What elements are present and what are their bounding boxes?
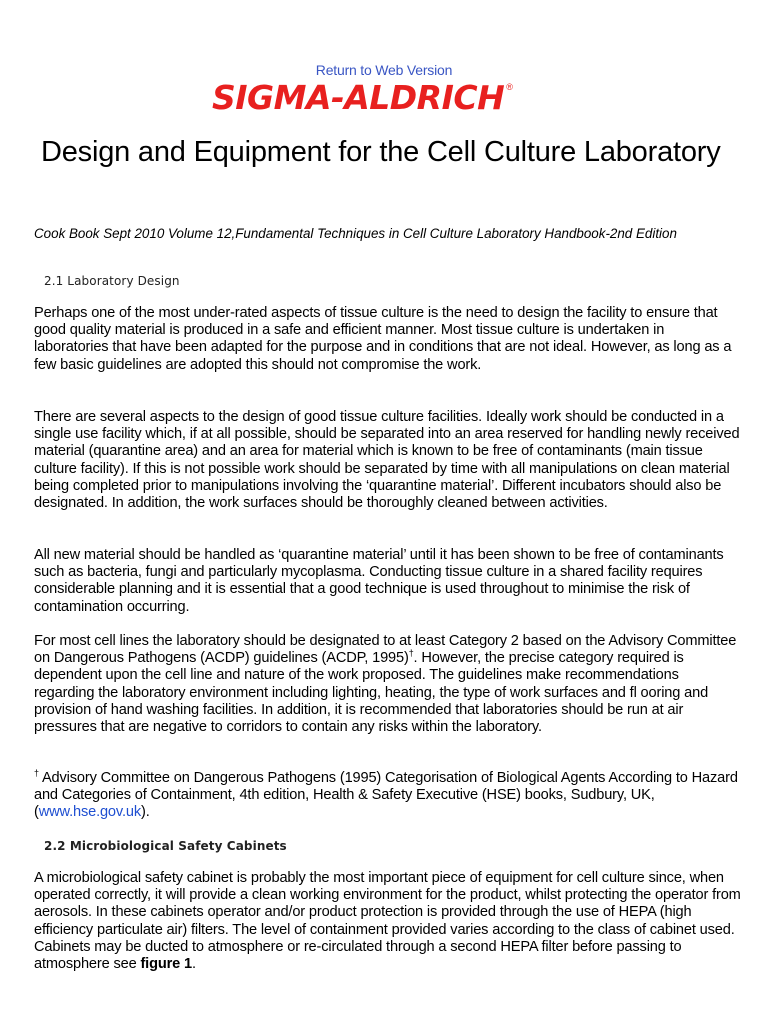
return-to-web-version-link[interactable]: Return to Web Version bbox=[315, 62, 453, 78]
footnote-text-a: Advisory Committee on Dangerous Pathogens (1995) Categorisation of Biological Agents According to Hazard and Categories of Containment, 4th edition, Health & Safety Executive (HSE) books, Sudbury, UK, ( bbox=[34, 770, 738, 821]
paragraph-5-text-b: . bbox=[191, 956, 196, 973]
registered-mark: ® bbox=[506, 82, 513, 92]
footnote-dagger: † bbox=[34, 768, 39, 778]
dagger-mark: † bbox=[408, 648, 414, 659]
paragraph-1: Perhaps one of the most under-rated aspects of tissue culture is the need to design the facility to ensure that good quality material is produced in a safe and efficient manner. Most tissue culture is undertaken in laboratories that have been adapted for the purpose and in conditions that are not ideal. However, as long as a few basic guidelines are adopted this should not compromise the work. bbox=[34, 305, 732, 373]
paragraph-4-text-a: For most cell lines the laboratory should be designated to at least Category 2 based on the Advisory Committee on Dangerous Pathogens (ACDP) guidelines (ACDP, 1995) bbox=[34, 633, 737, 667]
footnote bbox=[34, 770, 742, 822]
sigma-aldrich-logo bbox=[212, 80, 511, 116]
hse-website-link[interactable]: www.hse.gov.uk bbox=[38, 804, 141, 821]
section-heading-microbiological-safety-cabinets: 2.2 Microbiological Safety Cabinets bbox=[44, 839, 287, 853]
logo-text: SIGMA-ALDRICH bbox=[212, 78, 505, 117]
paragraph-2: There are several aspects to the design of good tissue culture facilities. Ideally work should be conducted in a single use facility which, if at all possible, should be separated into an area reserved for handling newly received material (quarantine area) and an area for material which is known to be free of contaminants (main tissue culture facility). If this is not possible work should be separated by time with all manipulations on clean material being completed prior to manipulations involving the ‘quarantine material’. Different incubators should also be designated. In addition, the work surfaces should be thoroughly cleaned between activities. bbox=[34, 409, 740, 512]
paragraph-4 bbox=[34, 633, 742, 736]
figure-1-reference: figure 1 bbox=[140, 956, 192, 973]
paragraph-5 bbox=[34, 870, 742, 973]
page-title: Design and Equipment for the Cell Culture Laboratory bbox=[41, 136, 721, 168]
paragraph-4-text-b: . However, the precise category required is dependent upon the cell line and nature of the work proposed. The guidelines make recommendations regarding the laboratory environment including lighting, heating, the type of work surfaces and fl ooring and provision of hand washing facilities. In addition, it is recommended that laboratories should be run at air pressures that are negative to corridors to contain any risks within the laboratory. bbox=[34, 650, 709, 736]
section-heading-laboratory-design: 2.1 Laboratory Design bbox=[44, 274, 180, 288]
paragraph-5-text-a: A microbiological safety cabinet is probably the most important piece of equipment for cell culture since, when operated correctly, it will provide a clean working environment for the product, whilst protecting the operator from aerosols. In these cabinets operator and/or product protection is provided through the use of HEPA (high efficiency particulate air) filters. The level of containment provided varies according to the class of cabinet used. Cabinets may be ducted to atmosphere or re-circulated through a second HEPA filter before passing to atmosphere see bbox=[34, 870, 741, 973]
citation: Cook Book Sept 2010 Volume 12,Fundamental Techniques in Cell Culture Laboratory Handbook-2nd Edition bbox=[34, 226, 677, 241]
footnote-text-b: ). bbox=[140, 804, 150, 821]
paragraph-3: All new material should be handled as ‘quarantine material’ until it has been shown to be free of contaminants such as bacteria, fungi and particularly mycoplasma. Conducting tissue culture in a shared facility requires considerable planning and it is essential that a good technique is used throughout to minimise the risk of contamination occurring. bbox=[34, 547, 724, 615]
